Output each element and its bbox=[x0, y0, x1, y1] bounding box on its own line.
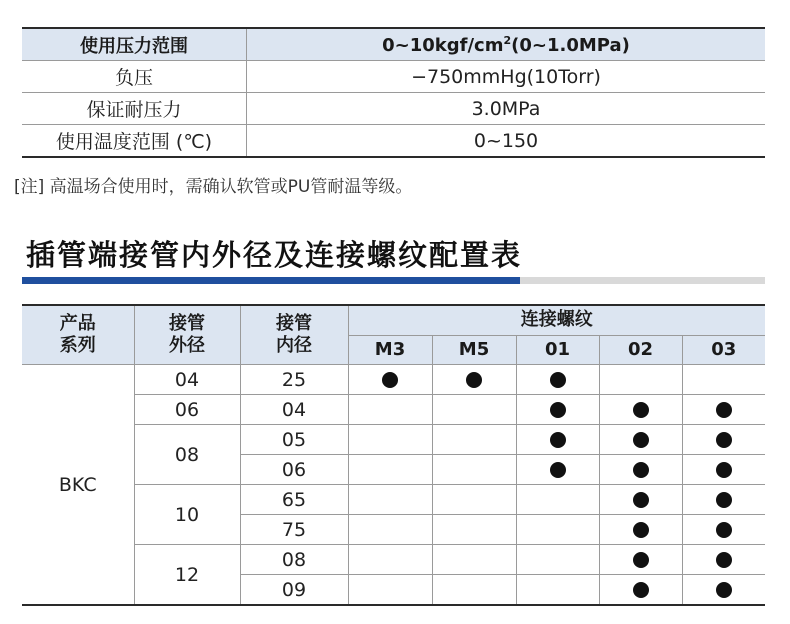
thread-cell bbox=[432, 425, 516, 455]
available-dot bbox=[716, 552, 732, 568]
spec-row bbox=[22, 61, 765, 93]
available-dot bbox=[550, 402, 566, 418]
available-dot bbox=[716, 462, 732, 478]
spec-label: 使用温度范围 (℃) bbox=[22, 125, 247, 158]
available-dot bbox=[716, 522, 732, 538]
available-dot bbox=[633, 432, 649, 448]
thread-cell bbox=[432, 365, 516, 395]
thread-cell bbox=[682, 455, 765, 485]
available-dot bbox=[716, 582, 732, 598]
available-dot bbox=[466, 372, 482, 388]
table-row bbox=[22, 485, 765, 515]
header-thread-01: 01 bbox=[516, 335, 599, 365]
thread-cell bbox=[348, 395, 432, 425]
thread-cell bbox=[682, 425, 765, 455]
section-title: 插管端接管内外径及连接螺纹配置表 bbox=[26, 238, 523, 272]
available-dot bbox=[382, 372, 398, 388]
inner-cell: 75 bbox=[240, 515, 348, 545]
available-dot bbox=[716, 492, 732, 508]
spec-value: 0~150 bbox=[473, 129, 539, 152]
thread-cell bbox=[516, 395, 599, 425]
available-dot bbox=[633, 522, 649, 538]
note-text: [注] 高温场合使用时，需确认软管或PU管耐温等级。 bbox=[14, 177, 413, 197]
thread-cell bbox=[432, 485, 516, 515]
spec-header-label: 使用压力范围 bbox=[22, 28, 247, 61]
table-row bbox=[22, 425, 765, 455]
thread-cell bbox=[348, 425, 432, 455]
spec-header-value-main: 0~10kgf/cm bbox=[382, 34, 504, 56]
thread-cell bbox=[682, 485, 765, 515]
thread-cell bbox=[599, 425, 682, 455]
available-dot bbox=[550, 462, 566, 478]
thread-cell bbox=[599, 485, 682, 515]
inner-cell: 25 bbox=[240, 365, 348, 395]
spec-value: 3.0MPa bbox=[247, 93, 766, 125]
thread-cell bbox=[599, 395, 682, 425]
available-dot bbox=[633, 552, 649, 568]
spec-table bbox=[22, 27, 765, 158]
available-dot bbox=[633, 462, 649, 478]
thread-cell bbox=[599, 365, 682, 395]
spec-row bbox=[22, 125, 765, 158]
thread-cell bbox=[348, 485, 432, 515]
thread-cell bbox=[432, 455, 516, 485]
thread-cell bbox=[348, 545, 432, 575]
thread-cell bbox=[516, 365, 599, 395]
thread-cell bbox=[348, 455, 432, 485]
outer-cell: 04 bbox=[134, 365, 240, 395]
thread-cell bbox=[599, 575, 682, 606]
table-row bbox=[22, 395, 765, 425]
header-thread: 连接螺纹 bbox=[348, 305, 765, 335]
thread-cell bbox=[599, 455, 682, 485]
thread-cell bbox=[682, 365, 765, 395]
available-dot bbox=[633, 582, 649, 598]
spec-value: −750mmHg(10Torr) bbox=[247, 61, 766, 93]
thread-cell bbox=[516, 455, 599, 485]
available-dot bbox=[550, 372, 566, 388]
outer-cell: 10 bbox=[134, 485, 240, 545]
header-outer-diameter: 接管 外径 bbox=[134, 305, 240, 365]
outer-cell: 06 bbox=[134, 395, 240, 425]
available-dot bbox=[633, 402, 649, 418]
outer-cell: 08 bbox=[134, 425, 240, 485]
available-dot bbox=[716, 402, 732, 418]
spec-header-value bbox=[247, 28, 766, 61]
inner-cell: 06 bbox=[240, 455, 348, 485]
available-dot bbox=[633, 492, 649, 508]
config-header-row bbox=[22, 305, 765, 335]
thread-cell bbox=[432, 515, 516, 545]
table-row bbox=[22, 545, 765, 575]
table-row bbox=[22, 365, 765, 395]
thread-cell bbox=[599, 515, 682, 545]
spec-row bbox=[22, 93, 765, 125]
thread-cell bbox=[516, 425, 599, 455]
header-thread-02: 02 bbox=[599, 335, 682, 365]
spec-label: 负压 bbox=[22, 61, 247, 93]
thread-cell bbox=[682, 395, 765, 425]
series-cell: BKC bbox=[22, 365, 134, 606]
spec-label: 保证耐压力 bbox=[22, 93, 247, 125]
header-thread-03: 03 bbox=[682, 335, 765, 365]
thread-cell bbox=[516, 515, 599, 545]
thread-cell bbox=[682, 575, 765, 606]
header-thread-m3: M3 bbox=[348, 335, 432, 365]
thread-cell bbox=[516, 575, 599, 606]
outer-cell: 12 bbox=[134, 545, 240, 606]
thread-cell bbox=[682, 545, 765, 575]
thread-cell bbox=[348, 515, 432, 545]
inner-cell: 09 bbox=[240, 575, 348, 606]
spec-header-row bbox=[22, 28, 765, 61]
thread-cell bbox=[348, 365, 432, 395]
thread-cell bbox=[516, 545, 599, 575]
inner-cell: 04 bbox=[240, 395, 348, 425]
inner-cell: 65 bbox=[240, 485, 348, 515]
thread-cell bbox=[682, 515, 765, 545]
thread-cell bbox=[348, 575, 432, 606]
title-underline bbox=[22, 277, 765, 284]
header-inner-diameter: 接管 内径 bbox=[240, 305, 348, 365]
config-table bbox=[22, 304, 765, 606]
header-thread-m5: M5 bbox=[432, 335, 516, 365]
thread-cell bbox=[432, 545, 516, 575]
available-dot bbox=[716, 432, 732, 448]
inner-cell: 08 bbox=[240, 545, 348, 575]
thread-cell bbox=[432, 395, 516, 425]
thread-cell bbox=[516, 485, 599, 515]
header-series: 产品 系列 bbox=[22, 305, 134, 365]
inner-cell: 05 bbox=[240, 425, 348, 455]
thread-cell bbox=[599, 545, 682, 575]
spec-header-value-sup: 2 bbox=[503, 33, 512, 47]
available-dot bbox=[550, 432, 566, 448]
title-underline-accent bbox=[22, 277, 520, 284]
spec-header-value-unit: (0~1.0MPa) bbox=[511, 34, 630, 56]
thread-cell bbox=[432, 575, 516, 606]
